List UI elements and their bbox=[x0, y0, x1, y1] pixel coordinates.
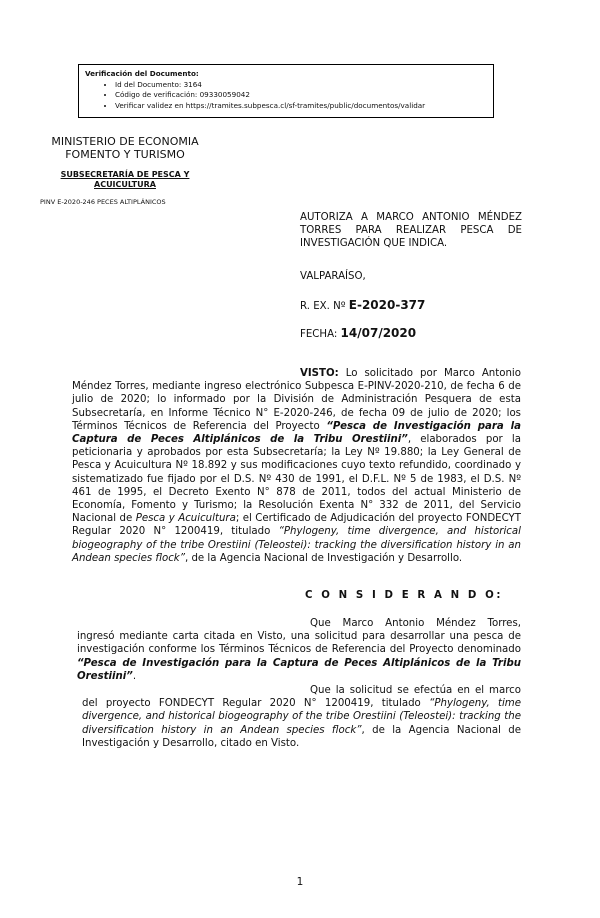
fecha-label: FECHA: bbox=[300, 329, 338, 340]
visto-sernapesca: Pesca y Acuicultura bbox=[135, 513, 236, 525]
considerando-paragraph-2 bbox=[82, 684, 521, 750]
visto-text-2: , elaborados por la peticionaria y aprobados por esta Subsecretaría; la Ley Nº 19.880; la Ley General de Pesca y Acuicultura Nº 18.892 y sus modificaciones cuyo texto refundido, coordinado y sistematizado fue fijado por el D.S. Nº 430 de 1991, el D.F.L. Nº 5 de 1983, el D.S. Nº 461 de 1995, el Decreto Exento N° 878 de 2011, todos del actual Ministerio de Economía, Fomento y Turismo; la Resolución Exenta N° 332 de 2011, del Servicio Nacional de bbox=[72, 434, 521, 525]
considerando-2-end: , de la Agencia Nacional de Investigación y Desarrollo, citado en Visto. bbox=[82, 724, 521, 749]
resolution-number bbox=[300, 298, 425, 312]
considerando-1-text: Que Marco Antonio Méndez Torres, ingresó mediante carta citada en Visto, una solicitud para desarrollar una pesca de investigación conforme los Términos Técnicos de Referencia del Proyecto denominado bbox=[77, 618, 521, 656]
visto-fondecyt-title: “Phylogeny, time divergence, and historical biogeography of the tribe Orestiini (Teleostei): tracking the diversification history in an Andean species flock” bbox=[72, 526, 521, 564]
verification-title: Verificación del Documento: bbox=[85, 69, 199, 78]
considerando-2-title: “Phylogeny, time divergence, and historical biogeography of the tribe Orestiini (Teleostei): tracking the diversification history in an Andean species flock” bbox=[82, 698, 521, 736]
rex-label: R. EX. Nº bbox=[300, 301, 346, 312]
verification-box bbox=[78, 64, 494, 118]
considerando-2-text: Que la solicitud se efectúa en el marco del proyecto FONDECYT Regular 2020 N° 1200419, titulado bbox=[82, 685, 521, 710]
place: VALPARAÍSO, bbox=[300, 271, 366, 282]
verification-id: • Id del Documento: 3164 bbox=[115, 80, 493, 91]
visto-text-4: , de la Agencia Nacional de Investigación y Desarrollo. bbox=[184, 552, 463, 564]
considerando-heading: C O N S I D E R A N D O: bbox=[305, 590, 504, 601]
verification-list bbox=[85, 80, 493, 112]
visto-label: VISTO: bbox=[300, 368, 339, 379]
visto-project-title: “Pesca de Investigación para la Captura de Peces Altiplánicos de la Tribu Orestiini” bbox=[72, 420, 521, 446]
visto-text-3: ; el Certificado de Adjudicación del proyecto FONDECYT Regular 2020 N° 1200419, titulado bbox=[72, 513, 521, 538]
subsecretaria-name: SUBSECRETARÍA DE PESCA Y ACUICULTURA bbox=[60, 170, 190, 189]
ministry-name bbox=[40, 135, 210, 161]
considerando-paragraph-1 bbox=[77, 617, 521, 683]
resolution-date bbox=[300, 326, 416, 340]
considerando-1-project: “Pesca de Investigación para la Captura de Peces Altiplánicos de la Tribu Orestiini” bbox=[77, 657, 521, 682]
fecha-value: 14/07/2020 bbox=[340, 326, 417, 340]
visto-paragraph bbox=[72, 367, 521, 565]
resolution-summary: AUTORIZA A MARCO ANTONIO MÉNDEZ TORRES PARA REALIZAR PESCA DE INVESTIGACIÓN QUE INDICA. bbox=[300, 212, 522, 249]
page-number: 1 bbox=[296, 876, 304, 888]
visto-text-1: Lo solicitado por Marco Antonio Méndez Torres, mediante ingreso electrónico Subpesca E-PINV-2020-210, de fecha 6 de julio de 2020; lo informado por la División de Administración Pesquera de esta Subsecretaría, en Informe Técnico N° E-2020-246, de fecha 09 de julio de 2020; los Términos Técnicos de Referencia del Proyecto bbox=[72, 368, 521, 432]
ministry-line-2: FOMENTO Y TURISMO bbox=[65, 148, 185, 161]
rex-number: E-2020-377 bbox=[348, 298, 426, 312]
verification-code: • Código de verificación: 09330059042 bbox=[115, 90, 493, 101]
verification-url[interactable]: • Verificar validez en https://tramites.subpesca.cl/sf-tramites/public/documentos/validar bbox=[115, 101, 493, 112]
considerando-1-end: . bbox=[132, 670, 137, 682]
ministry-line-1: MINISTERIO DE ECONOMIA bbox=[51, 135, 199, 148]
reference-code: PINV E-2020-246 PECES ALTIPLÁNICOS bbox=[40, 198, 166, 206]
